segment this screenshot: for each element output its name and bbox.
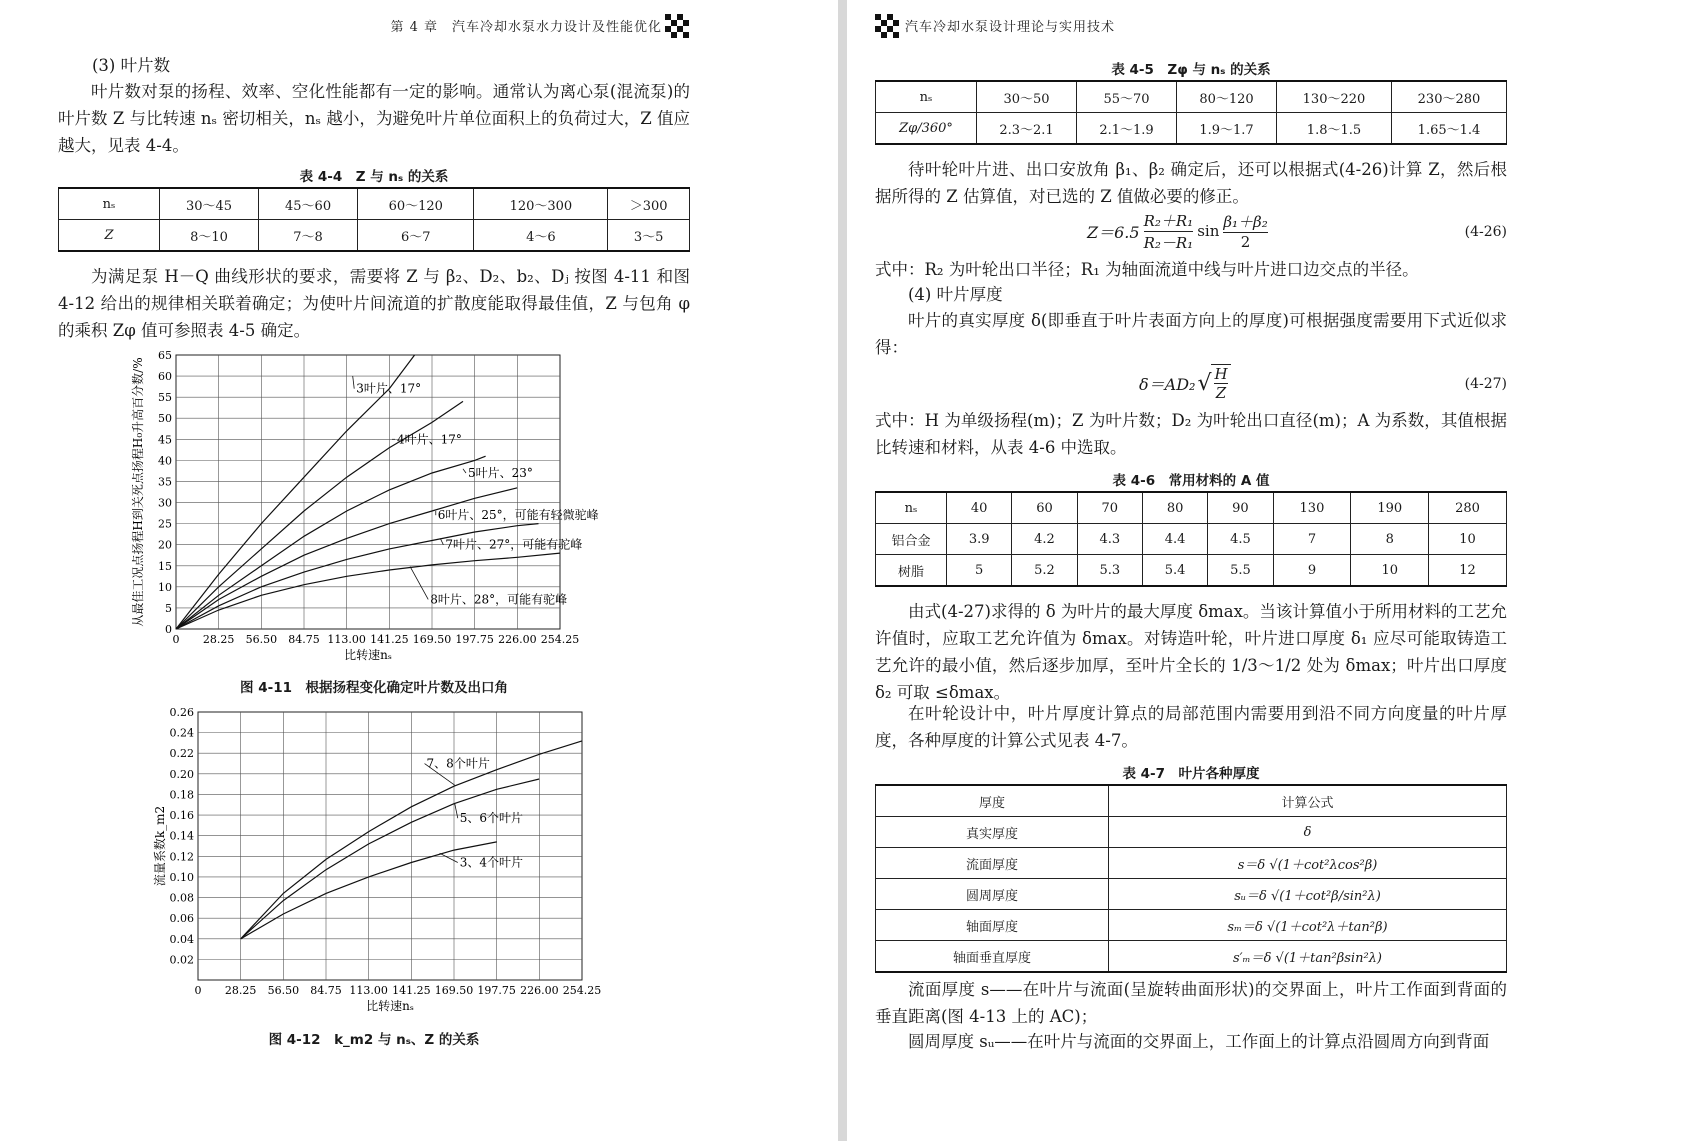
table-header-cell: 厚度 xyxy=(876,785,1109,817)
paragraph: 为满足泵 H－Q 曲线形状的要求，需要将 Z 与 β₂、D₂、b₂、Dⱼ 按图 4-11 和图 4-12 给出的规律相关联着确定；为使叶片间流道的扩散度能取得最佳值，Z 与包角 φ 的乘积 Zφ 值可参照表 4-5 确定。 xyxy=(58,267,690,340)
table-cell: nₛ xyxy=(59,188,160,220)
y-tick-label: 50 xyxy=(158,412,172,426)
y-tick-label: 0.10 xyxy=(169,870,194,884)
equation-4-26 xyxy=(1087,208,1272,254)
y-tick-label: 0.22 xyxy=(169,747,194,761)
x-tick-label: 197.75 xyxy=(455,633,494,646)
table-cell: 3.9 xyxy=(947,524,1012,555)
figure-caption: 图 4-11 根据扬程变化确定叶片数及出口角 xyxy=(240,680,508,696)
table-row xyxy=(876,524,1507,555)
x-axis-label: 比转速nₛ xyxy=(344,648,392,662)
y-tick-label: 60 xyxy=(158,370,172,384)
table-cell: 70 xyxy=(1077,492,1142,524)
y-axis-label: 从最佳工况点扬程H到关死点扬程H₀升高百分数/% xyxy=(131,357,145,627)
table-cell: 5.3 xyxy=(1077,555,1142,587)
y-tick-label: 5 xyxy=(165,601,172,615)
table-cell: 4.2 xyxy=(1012,524,1077,555)
y-tick-label: 20 xyxy=(158,538,172,552)
table-cell: 5.4 xyxy=(1142,555,1207,587)
table-cell: 190 xyxy=(1351,492,1429,524)
table-cell: nₛ xyxy=(876,81,977,113)
table-header-cell: 计算公式 xyxy=(1109,785,1507,817)
table-cell: 55～70 xyxy=(1077,81,1177,113)
y-tick-label: 65 xyxy=(158,349,172,362)
checker-logo-icon xyxy=(665,14,689,38)
table-cell: 流面厚度 xyxy=(876,848,1109,879)
eq-denominator: R₂－R₁ xyxy=(1143,233,1194,252)
table-row xyxy=(876,879,1507,910)
eq-numerator: H xyxy=(1214,365,1228,383)
running-header: 汽车冷却水泵设计理论与实用技术 xyxy=(905,20,1116,35)
table-cell: 80 xyxy=(1142,492,1207,524)
table-4-6 xyxy=(875,491,1507,587)
table-cell: 12 xyxy=(1429,555,1507,587)
eq-lhs: δ＝AD₂ xyxy=(1139,374,1196,394)
table-cell: 4.5 xyxy=(1208,524,1273,555)
table-cell: 2.3～2.1 xyxy=(977,113,1077,145)
plot-frame xyxy=(198,712,582,980)
table-cell: 6～7 xyxy=(358,220,474,252)
paragraph: 叶片数对泵的扬程、效率、空化性能都有一定的影响。通常认为离心泵(混流泵)的叶片数 Z 与比转速 nₛ 密切相关，nₛ 越小，为避免叶片单位面积上的负荷过大，Z 值应越大，见表 4-4。 xyxy=(58,82,690,155)
series-label: 6叶片、25°，可能有轻微驼峰 xyxy=(437,508,599,523)
paragraph: 圆周厚度 sᵤ——在叶片与流面的交界面上，工作面上的计算点沿圆周方向到背面 xyxy=(908,1032,1490,1051)
table-cell: ＞300 xyxy=(608,188,690,220)
checker-logo-svg xyxy=(875,14,899,38)
x-tick-label: 0 xyxy=(172,633,180,646)
leader-line xyxy=(440,853,458,862)
left-page xyxy=(0,0,838,1141)
table-cell: 130 xyxy=(1273,492,1351,524)
table-row xyxy=(876,848,1507,879)
table-cell: 1.65～1.4 xyxy=(1391,113,1506,145)
table-cell: sₘ＝δ √(1＋cot²λ＋tan²β) xyxy=(1109,910,1507,941)
table-cell: 4～6 xyxy=(474,220,608,252)
table-cell: 真实厚度 xyxy=(876,817,1109,848)
book-gutter xyxy=(838,0,847,1141)
equation-number: (4-27) xyxy=(1464,376,1507,392)
table-cell: s′ₘ＝δ √(1＋tan²βsin²λ) xyxy=(1109,941,1507,973)
table-cell: 5.5 xyxy=(1208,555,1273,587)
table-cell: 3～5 xyxy=(608,220,690,252)
table-cell: sᵤ＝δ √(1＋cot²β/sin²λ) xyxy=(1109,879,1507,910)
table-row xyxy=(876,785,1507,817)
equation-number: (4-26) xyxy=(1464,224,1507,240)
x-tick-label: 28.25 xyxy=(224,984,257,997)
table-cell: 90 xyxy=(1208,492,1273,524)
table-cell: 铝合金 xyxy=(876,524,947,555)
table-cell: 轴面厚度 xyxy=(876,910,1109,941)
chart-fig-4-12 xyxy=(130,700,630,1025)
table-cell: 7 xyxy=(1273,524,1351,555)
equation-4-27 xyxy=(1139,360,1231,406)
table-caption: 表 4-7 叶片各种厚度 xyxy=(1122,766,1260,782)
paragraph: 由式(4-27)求得的 δ 为叶片的最大厚度 δmax。当该计算值小于所用材料的工艺允许值时，应取工艺允许值为 δmax。对铸造叶轮，叶片进口厚度 δ₁ 应尽可能取铸造工艺允许的最小值，然后逐步加厚，至叶片全长的 1/3～1/2 处为 δmax；叶片出口厚度 δ₂ 可取 ≤δmax。 xyxy=(875,602,1507,702)
eq-fraction xyxy=(1144,210,1194,253)
table-caption: 表 4-4 Z 与 nₛ 的关系 xyxy=(299,169,449,185)
leader-line xyxy=(455,804,458,818)
x-tick-label: 169.50 xyxy=(412,633,452,646)
table-cell: 60 xyxy=(1012,492,1077,524)
table-caption: 表 4-6 常用材料的 A 值 xyxy=(1112,473,1270,489)
series-label: 5叶片、23° xyxy=(467,466,533,481)
eq-sin: sin xyxy=(1197,222,1220,240)
table-caption: 表 4-5 Zφ 与 nₛ 的关系 xyxy=(1111,62,1271,78)
table-cell: 40 xyxy=(947,492,1012,524)
x-tick-label: 0 xyxy=(194,984,202,997)
x-tick-label: 197.75 xyxy=(477,984,516,997)
y-tick-label: 15 xyxy=(158,559,172,573)
x-tick-label: 226.00 xyxy=(520,984,559,997)
table-cell: 1.9～1.7 xyxy=(1177,113,1277,145)
x-tick-label: 254.25 xyxy=(540,633,580,646)
x-tick-label: 56.50 xyxy=(245,633,278,646)
y-tick-label: 25 xyxy=(158,517,172,531)
x-tick-label: 56.50 xyxy=(267,984,300,997)
table-row xyxy=(876,113,1507,145)
x-tick-label: 113.00 xyxy=(349,984,388,997)
table-row xyxy=(876,492,1507,524)
checker-logo-icon xyxy=(875,14,899,38)
table-cell: 圆周厚度 xyxy=(876,879,1109,910)
eq-fraction xyxy=(1223,211,1267,251)
series-label: 3叶片、17° xyxy=(356,381,422,396)
table-cell: 树脂 xyxy=(876,555,947,587)
y-tick-label: 30 xyxy=(158,496,172,510)
table-cell: 8 xyxy=(1351,524,1429,555)
table-row xyxy=(876,555,1507,587)
x-tick-label: 254.25 xyxy=(562,984,602,997)
paragraph: 流面厚度 s——在叶片与流面(呈旋转曲面形状)的交界面上，叶片工作面到背面的垂直距离(图 4-13 上的 AC)； xyxy=(875,980,1507,1026)
y-tick-label: 0.16 xyxy=(169,809,194,823)
y-tick-label: 0.02 xyxy=(169,953,194,967)
table-cell: 130～220 xyxy=(1277,81,1392,113)
x-tick-label: 28.25 xyxy=(202,633,235,646)
y-tick-label: 0.24 xyxy=(169,726,194,740)
table-cell: Zφ/360° xyxy=(876,113,977,145)
table-cell: 120～300 xyxy=(474,188,608,220)
eq-numerator: β₁＋β₂ xyxy=(1223,213,1268,231)
y-tick-label: 0.06 xyxy=(169,912,194,926)
table-row xyxy=(59,220,690,252)
series-label: 8叶片、28°，可能有驼峰 xyxy=(430,592,568,607)
series-label: 5、6个叶片 xyxy=(459,811,524,826)
table-cell: 4.4 xyxy=(1142,524,1207,555)
table-cell: nₛ xyxy=(876,492,947,524)
table-row xyxy=(876,81,1507,113)
x-tick-label: 84.75 xyxy=(310,984,342,997)
table-cell: 10 xyxy=(1351,555,1429,587)
table-cell: 5.2 xyxy=(1012,555,1077,587)
y-tick-label: 0.26 xyxy=(169,706,194,719)
series-line xyxy=(176,355,415,629)
y-tick-label: 35 xyxy=(158,475,172,489)
leader-line xyxy=(440,538,443,544)
table-4-5 xyxy=(875,80,1507,145)
y-tick-label: 0.20 xyxy=(169,767,194,781)
table-cell: δ xyxy=(1109,817,1507,848)
table-cell: 10 xyxy=(1429,524,1507,555)
series-label: 3、4个叶片 xyxy=(459,855,524,870)
series-label: 7、8个叶片 xyxy=(426,756,490,771)
eq-denominator: Z xyxy=(1215,384,1227,402)
table-cell: 8～10 xyxy=(160,220,259,252)
y-axis-label: 流量系数k_m2 xyxy=(153,805,167,887)
section-title: (3) 叶片数 xyxy=(92,56,171,75)
eq-denominator: 2 xyxy=(1240,233,1251,251)
table-row xyxy=(876,910,1507,941)
table-cell: 7～8 xyxy=(259,220,358,252)
y-tick-label: 45 xyxy=(158,433,172,447)
series-label: 4叶片、17° xyxy=(396,432,462,447)
table-cell: Z xyxy=(59,220,160,252)
table-cell: 45～60 xyxy=(259,188,358,220)
y-tick-label: 10 xyxy=(158,580,172,594)
table-cell: 1.8～1.5 xyxy=(1277,113,1392,145)
eq-fraction xyxy=(1211,364,1230,402)
y-tick-label: 0.18 xyxy=(169,788,194,802)
paragraph: 叶片的真实厚度 δ(即垂直于叶片表面方向上的厚度)可根据强度需要用下式近似求得： xyxy=(875,311,1507,357)
running-header: 第 4 章 汽车冷却水泵水力设计及性能优化 xyxy=(390,20,662,35)
table-4-7 xyxy=(875,784,1507,973)
figure-caption: 图 4-12 k_m2 与 nₛ、Z 的关系 xyxy=(268,1032,480,1048)
x-tick-label: 113.00 xyxy=(327,633,366,646)
table-cell: 230～280 xyxy=(1391,81,1506,113)
paragraph: 在叶轮设计中，叶片厚度计算点的局部范围内需要用到沿不同方向度量的叶片厚度，各种厚度的计算公式见表 4-7。 xyxy=(875,704,1507,750)
y-tick-label: 0.12 xyxy=(169,850,194,864)
table-cell: 9 xyxy=(1273,555,1351,587)
table-cell: 轴面垂直厚度 xyxy=(876,941,1109,973)
y-tick-label: 0.08 xyxy=(169,891,194,905)
x-tick-label: 141.25 xyxy=(370,633,409,646)
table-cell: 30～45 xyxy=(160,188,259,220)
x-tick-label: 169.50 xyxy=(434,984,474,997)
table-cell: 80～120 xyxy=(1177,81,1277,113)
table-cell: s＝δ √(1＋cot²λcos²β) xyxy=(1109,848,1507,879)
table-row xyxy=(876,817,1507,848)
sqrt-icon: √ xyxy=(1197,370,1212,396)
y-tick-label: 55 xyxy=(158,391,172,405)
x-tick-label: 226.00 xyxy=(498,633,537,646)
y-tick-label: 0.04 xyxy=(169,932,194,946)
x-axis-label: 比转速nₛ xyxy=(366,999,414,1013)
leader-line xyxy=(463,469,466,473)
leader-line xyxy=(410,567,428,600)
x-tick-label: 141.25 xyxy=(392,984,431,997)
table-cell: 280 xyxy=(1429,492,1507,524)
paragraph: 式中：R₂ 为叶轮出口半径；R₁ 为轴面流道中线与叶片进口边交点的半径。 xyxy=(875,260,1419,279)
table-cell: 4.3 xyxy=(1077,524,1142,555)
table-row xyxy=(876,941,1507,973)
leader-line xyxy=(353,376,355,389)
checker-logo-svg xyxy=(665,14,689,38)
table-cell: 2.1～1.9 xyxy=(1077,113,1177,145)
table-cell: 60～120 xyxy=(358,188,474,220)
table-cell: 30～50 xyxy=(977,81,1077,113)
series-label: 7叶片、27°，可能有驼峰 xyxy=(445,537,583,552)
eq-lhs: Z＝6.5 xyxy=(1087,222,1140,242)
eq-numerator: R₂＋R₁ xyxy=(1143,211,1194,230)
table-4-4 xyxy=(58,187,690,252)
paragraph: 式中：H 为单级扬程(m)；Z 为叶片数；D₂ 为叶轮出口直径(m)；A 为系数，其值根据比转速和材料，从表 4-6 中选取。 xyxy=(875,411,1507,457)
y-tick-label: 0.14 xyxy=(169,829,194,843)
table-row xyxy=(59,188,690,220)
right-page xyxy=(847,0,1685,1141)
paragraph: 待叶轮叶片进、出口安放角 β₁、β₂ 确定后，还可以根据式(4-26)计算 Z，然后根据所得的 Z 估算值，对已选的 Z 值做必要的修正。 xyxy=(875,160,1507,206)
x-tick-label: 84.75 xyxy=(288,633,320,646)
y-tick-label: 40 xyxy=(158,454,172,468)
chart-fig-4-11 xyxy=(130,345,630,670)
y-tick-label: 0 xyxy=(165,623,172,636)
table-cell: 5 xyxy=(947,555,1012,587)
section-title: (4) 叶片厚度 xyxy=(908,285,1003,304)
